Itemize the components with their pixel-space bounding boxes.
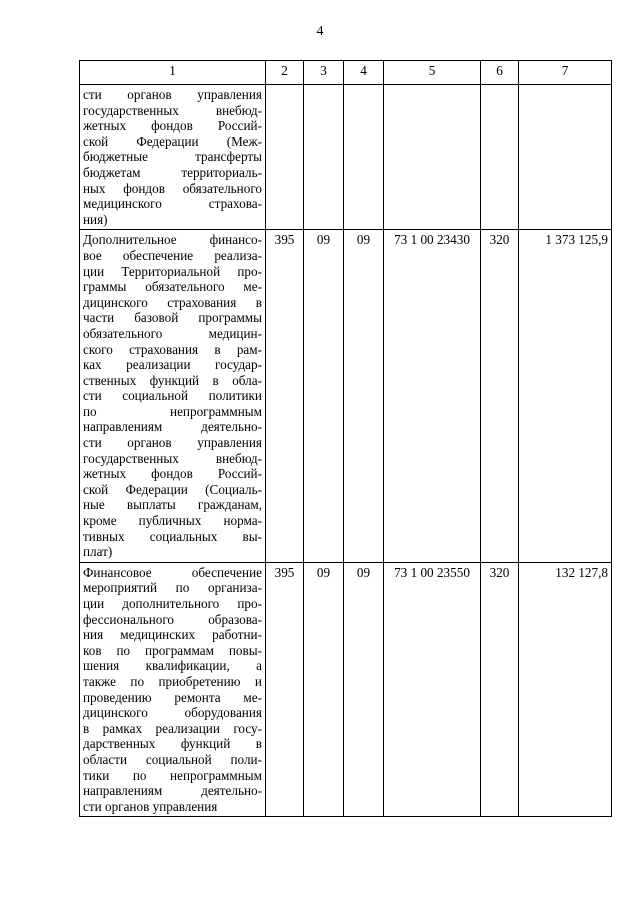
expense-type-code: [481, 85, 519, 230]
column-header: 3: [304, 61, 344, 85]
ministry-code: 395: [266, 562, 304, 817]
expense-type-code: 320: [481, 562, 519, 817]
description-line: бюджетам территориаль-: [83, 164, 262, 180]
table-row: [80, 85, 612, 230]
description-line: вое обеспечение реализа-: [83, 247, 262, 263]
description-line: ции Территориальной про-: [83, 263, 262, 279]
description-line: государственных внебюд-: [83, 450, 262, 466]
subsection-code: [344, 85, 384, 230]
target-item-code: 73 1 00 23430: [384, 230, 481, 562]
amount: [519, 85, 612, 230]
description-line: Дополнительное финансо-: [83, 232, 262, 248]
description-line: обязательного медицин-: [83, 325, 262, 341]
description-line: направлениям деятельно-: [83, 783, 262, 799]
description-line: ния медицинских работни-: [83, 627, 262, 643]
description-line: ных фондов обязательного: [83, 180, 262, 196]
description-line: области социальной поли-: [83, 751, 262, 767]
description-line: тики по непрограммным: [83, 767, 262, 783]
description-line: кроме публичных норма-: [83, 513, 262, 529]
description-line: ции дополнительного про-: [83, 596, 262, 611]
description-line: мероприятий по организа-: [83, 580, 262, 596]
description-line: граммы обязательного ме-: [83, 279, 262, 295]
section-code: 09: [304, 562, 344, 817]
description-line: жетных фондов Россий-: [83, 466, 262, 482]
description-line: Финансовое обеспечение: [83, 564, 262, 580]
budget-table: [79, 60, 612, 817]
description-line: ской Федерации (Социаль-: [83, 481, 262, 497]
column-header: 7: [519, 61, 612, 85]
table-row: [80, 230, 612, 562]
description-line: проведению ремонта ме-: [83, 689, 262, 705]
ministry-code: 395: [266, 230, 304, 562]
description-line: сти органов управления: [83, 798, 218, 814]
description-line: сти социальной политики: [83, 388, 262, 404]
target-item-code: 73 1 00 23550: [384, 562, 481, 817]
description-line: дицинского оборудования: [83, 705, 262, 721]
description-line: ского страхования в рам-: [83, 341, 262, 357]
description-line: сти органов управления: [83, 435, 262, 451]
description-line: медицинского страхова-: [83, 196, 262, 212]
subsection-code: 09: [344, 562, 384, 817]
table-header-row: [80, 61, 612, 85]
amount: 132 127,8: [519, 562, 612, 817]
column-header: 4: [344, 61, 384, 85]
subsection-code: 09: [344, 230, 384, 562]
column-header: 6: [481, 61, 519, 85]
column-header: 2: [266, 61, 304, 85]
description-line: жетных фондов Россий-: [83, 118, 262, 134]
column-header: 5: [384, 61, 481, 85]
target-item-code: [384, 85, 481, 230]
description-line: ков по программам повы-: [83, 642, 262, 658]
description-line: бюджетные трансферты: [83, 149, 262, 165]
description-line: части базовой программы: [83, 310, 262, 326]
description-line: ственных функций в обла-: [83, 372, 262, 388]
description-line: фессионального образова-: [83, 611, 262, 627]
description-line: ные выплаты гражданам,: [83, 497, 262, 513]
description-line: дицинского страхования в: [83, 294, 262, 310]
description-line: направлениям деятельно-: [83, 419, 262, 435]
description-line: ния): [83, 211, 108, 227]
description-line: в рамках реализации госу-: [83, 720, 262, 736]
amount: 1 373 125,9: [519, 230, 612, 562]
description-line: ской Федерации (Меж-: [83, 133, 262, 149]
description-line: ках реализации государ-: [83, 357, 262, 373]
description-line: государственных внебюд-: [83, 102, 262, 118]
table-body: [80, 61, 612, 817]
section-code: [304, 85, 344, 230]
description-line: по непрограммным: [83, 403, 262, 419]
description-line: тивных социальных вы-: [83, 528, 262, 544]
ministry-code: [266, 85, 304, 230]
description-line: плат): [83, 544, 113, 560]
expense-description: [80, 85, 266, 230]
expense-type-code: 320: [481, 230, 519, 562]
table-row: [80, 562, 612, 817]
description-line: также по приобретению и: [83, 673, 262, 689]
column-header: 1: [80, 61, 266, 85]
section-code: 09: [304, 230, 344, 562]
expense-description: [80, 562, 266, 817]
description-line: дарственных функций в: [83, 736, 262, 752]
page-number: 4: [316, 24, 324, 39]
description-line: шения квалификации, а: [83, 658, 262, 674]
expense-description: [80, 230, 266, 562]
description-line: сти органов управления: [83, 87, 262, 102]
